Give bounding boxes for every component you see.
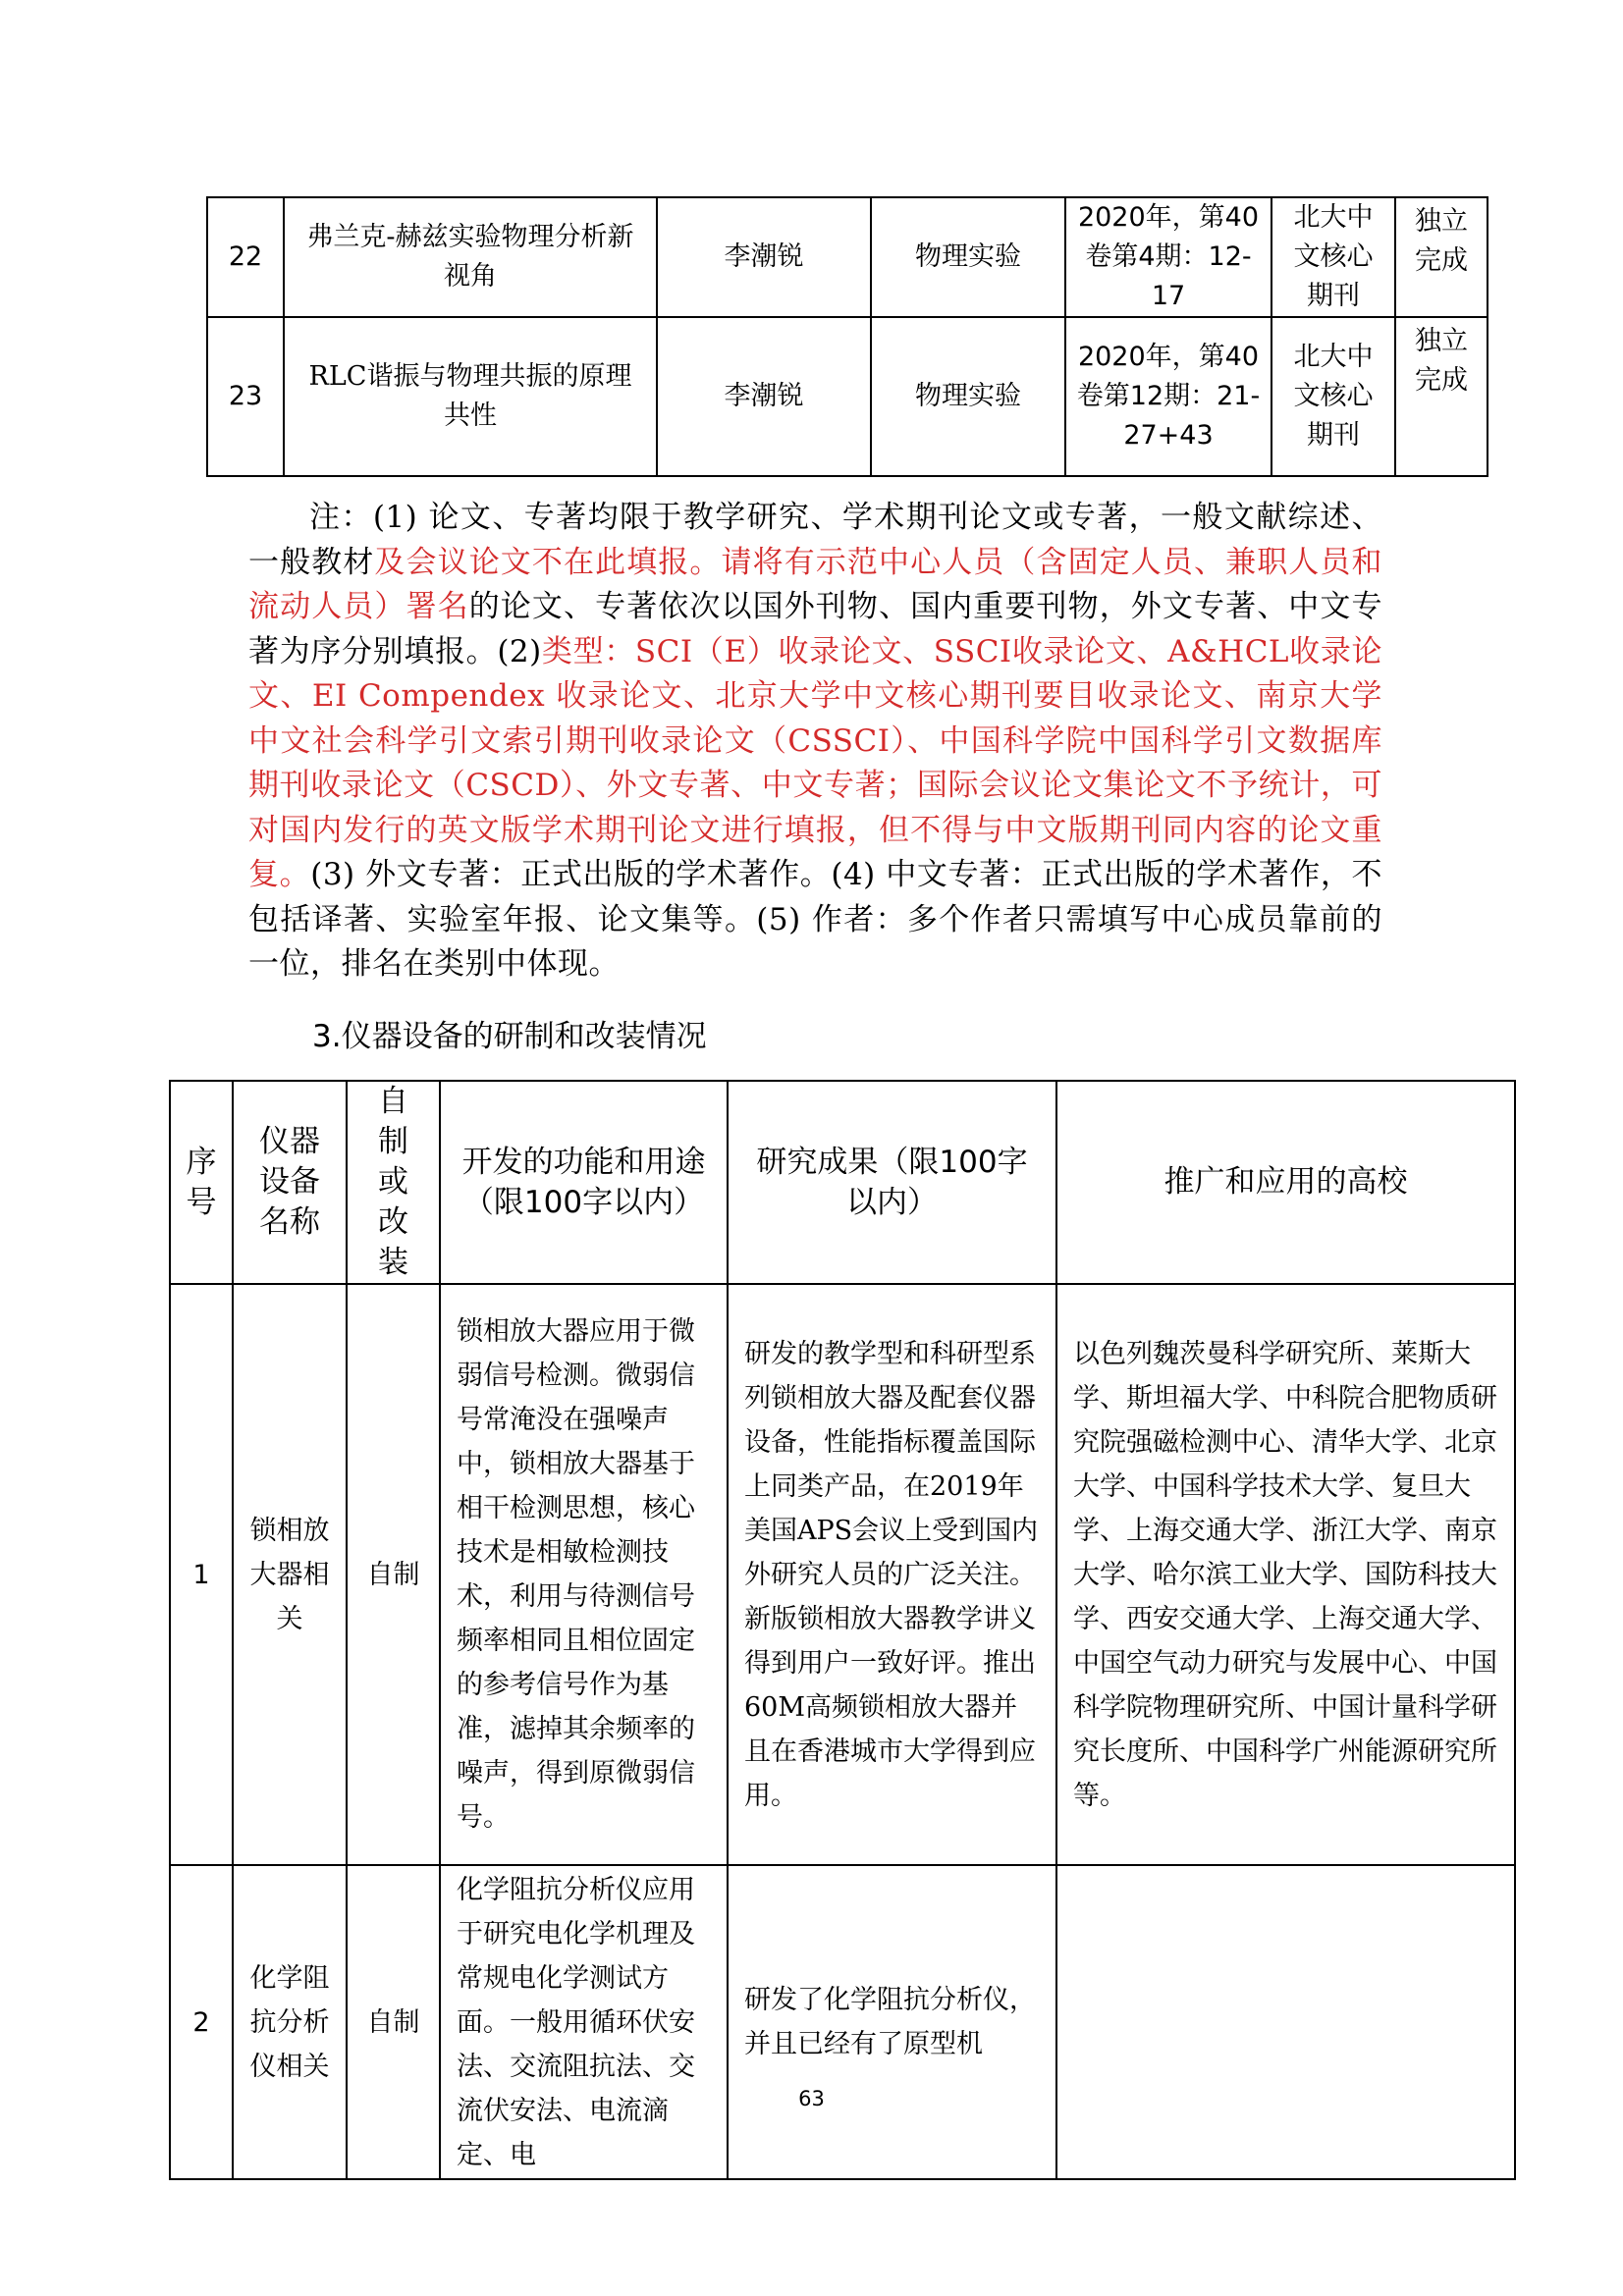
instrument-kind: 自制 xyxy=(347,1865,440,2179)
header-num: 序号 xyxy=(170,1081,233,1284)
paper-journal: 物理实验 xyxy=(871,317,1065,476)
note-text: 注：(1) 论文、专著均限于教学研究、学术期刊论文或专著，一般文献综述、一般教材 xyxy=(248,500,1382,580)
row-number: 2 xyxy=(170,1865,233,2179)
row-number: 22 xyxy=(207,197,284,317)
paper-type: 北大中文核心期刊 xyxy=(1271,317,1395,476)
instrument-function: 化学阻抗分析仪应用于研究电化学机理及常规电化学测试方面。一般用循环伏安法、交流阻抗法、交流伏安法、电流滴定、电 xyxy=(440,1865,728,2179)
header-schools: 推广和应用的高校 xyxy=(1056,1081,1515,1284)
note-text: (3) 外文专著：正式出版的学术著作。(4) 中文专著：正式出版的学术著作，不包括译著、实验室年报、论文集等。(5) 作者：多个作者只需填写中心成员靠前的一位，排名在类别中体现。 xyxy=(248,857,1382,982)
table-header-row xyxy=(170,1081,1515,1284)
paper-completion: 独立完成 xyxy=(1395,197,1488,317)
section-heading: 3.仪器设备的研制和改装情况 xyxy=(312,1019,707,1054)
instrument-name: 锁相放大器相关 xyxy=(233,1284,347,1865)
paper-author: 李潮锐 xyxy=(657,197,871,317)
table-row xyxy=(170,1284,1515,1865)
paper-journal: 物理实验 xyxy=(871,197,1065,317)
instrument-schools xyxy=(1056,1865,1515,2179)
row-number: 23 xyxy=(207,317,284,476)
instrument-result: 研发了化学阻抗分析仪，并且已经有了原型机 xyxy=(728,1865,1056,2179)
paper-author: 李潮锐 xyxy=(657,317,871,476)
table-row xyxy=(170,1865,1515,2179)
page-number: 63 xyxy=(798,2087,825,2110)
instrument-kind: 自制 xyxy=(347,1284,440,1865)
header-kind: 自制或改装 xyxy=(347,1081,440,1284)
note-highlight: 类型：SCI（E）收录论文、SSCI收录论文、A&HCL收录论文、EI Compendex 收录论文、北京大学中文核心期刊要目收录论文、南京大学中文社会科学引文索引期刊收录论文（CSSCI）、中国科学院中国科学引文数据库期刊收录论文（CSCD）、外文专著、中文专著；国际会议论文集论文不予统计，可对国内发行的英文版学术期刊论文进行填报，但不得与中文版期刊同内容的论文重复。 xyxy=(248,633,1382,892)
note-text: 的论文、专著依次以国外刊物、国内重要刊物，外文专著、中文专著为序分别填报。(2) xyxy=(248,589,1383,669)
instrument-result: 研发的教学型和科研型系列锁相放大器及配套仪器设备，性能指标覆盖国际上同类产品，在2019年美国APS会议上受到国内外研究人员的广泛关注。新版锁相放大器教学讲义得到用户一致好评。推出60M高频锁相放大器并且在香港城市大学得到应用。 xyxy=(728,1284,1056,1865)
paper-completion: 独立完成 xyxy=(1395,317,1488,476)
header-function: 开发的功能和用途（限100字以内） xyxy=(440,1081,728,1284)
instrument-table xyxy=(169,1080,1516,2180)
table-row xyxy=(207,317,1488,476)
row-number: 1 xyxy=(170,1284,233,1865)
paper-issue: 2020年，第40卷第12期：21-27+43 xyxy=(1065,317,1271,476)
instrument-name: 化学阻抗分析仪相关 xyxy=(233,1865,347,2179)
instrument-schools: 以色列魏茨曼科学研究所、莱斯大学、斯坦福大学、中科院合肥物质研究院强磁检测中心、清华大学、北京大学、中国科学技术大学、复旦大学、上海交通大学、浙江大学、南京大学、哈尔滨工业大学、国防科技大学、西安交通大学、上海交通大学、中国空气动力研究与发展中心、中国科学院物理研究所、中国计量科学研究长度所、中国科学广州能源研究所等。 xyxy=(1056,1284,1515,1865)
table-note xyxy=(248,496,1382,988)
instrument-function: 锁相放大器应用于微弱信号检测。微弱信号常淹没在强噪声中，锁相放大器基于相干检测思想，核心技术是相敏检测技术，利用与待测信号频率相同且相位固定的参考信号作为基准，滤掉其余频率的噪声，得到原微弱信号。 xyxy=(440,1284,728,1865)
header-name: 仪器设备名称 xyxy=(233,1081,347,1284)
paper-issue: 2020年，第40卷第4期：12-17 xyxy=(1065,197,1271,317)
paper-title: RLC谐振与物理共振的原理共性 xyxy=(284,317,657,476)
table-row xyxy=(207,197,1488,317)
note-highlight: 及会议论文不在此填报。请将有示范中心人员（含固定人员、兼职人员和流动人员）署名 xyxy=(248,544,1383,624)
papers-table xyxy=(206,196,1488,477)
paper-type: 北大中文核心期刊 xyxy=(1271,197,1395,317)
header-result: 研究成果（限100字以内） xyxy=(728,1081,1056,1284)
paper-title: 弗兰克-赫兹实验物理分析新视角 xyxy=(284,197,657,317)
